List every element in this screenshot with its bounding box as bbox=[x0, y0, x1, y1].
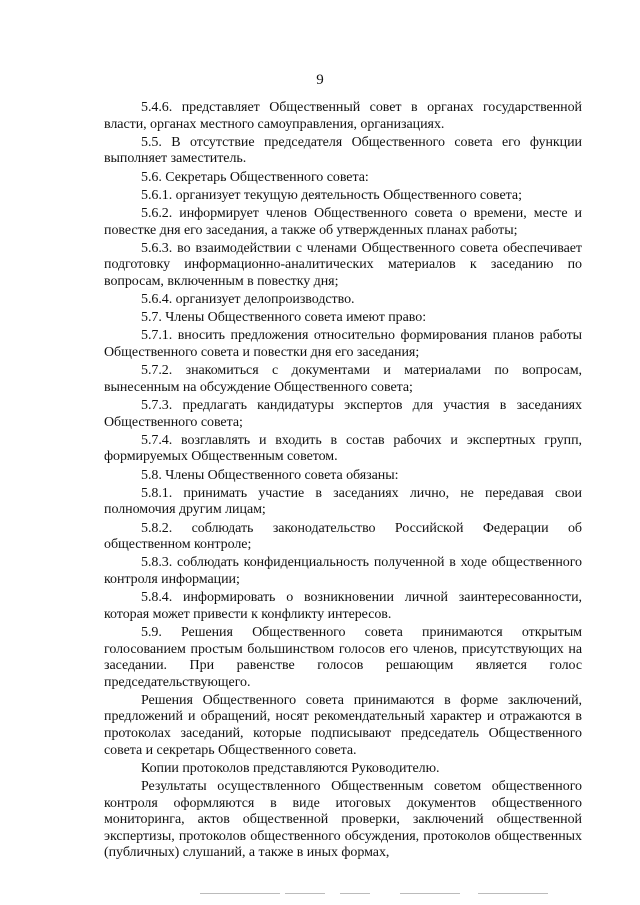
paragraph: 5.6.4. организует делопроизводство. bbox=[141, 292, 355, 308]
paragraph: 5.6.3. во взаимодействии с членами Общественного совета обеспечивает подготовку информационно-аналитических материалов к заседанию по вопросам, включенным в повестку дня; bbox=[104, 240, 582, 289]
footer-rule bbox=[285, 893, 325, 894]
paragraph: 5.7. Члены Общественного совета имеют право: bbox=[141, 310, 427, 326]
paragraph: 5.7.4. возглавлять и входить в состав рабочих и экспертных групп, формируемых Общественным советом. bbox=[104, 432, 582, 465]
paragraph: 5.8.3. соблюдать конфиденциальность полученной в ходе общественного контроля информации; bbox=[104, 555, 582, 587]
paragraph: 5.6.2. информирует членов Общественного совета о времени, месте и повестке дня его заседания, а также об утвержденных планах работы; bbox=[104, 205, 582, 238]
paragraph: 5.7.3. предлагать кандидатуры экспертов для участия в заседаниях Общественного совета; bbox=[104, 398, 582, 430]
paragraph: Копии протоколов представляются Руководителю. bbox=[141, 760, 440, 776]
paragraph: 5.8.2. соблюдать законодательство Российской Федерации об общественном контроле; bbox=[104, 520, 582, 553]
footer-rule bbox=[340, 893, 370, 894]
paragraph: 5.7.2. знакомиться с документами и материалами по вопросам, вынесенным на обсуждение Общественного совета; bbox=[104, 363, 582, 395]
paragraph: 5.7.1. вносить предложения относительно формирования планов работы Общественного совета и повестки дня его заседания; bbox=[104, 328, 582, 361]
paragraph: 5.8.1. принимать участие в заседаниях лично, не передавая свои полномочия другим лицам; bbox=[104, 485, 582, 518]
page-number: 9 bbox=[316, 72, 324, 88]
body-text bbox=[104, 100, 582, 864]
paragraph: 5.6.1. организует текущую деятельность Общественного совета; bbox=[141, 187, 522, 203]
footer-rule bbox=[200, 893, 280, 894]
paragraph: Результаты осуществленного Общественным советом общественного контроля оформляются в виде итоговых документов общественного мониторинга, актов общественной проверки, заключений общественной экспертизы, протоколов общественного обсуждения, протоколов общественных (публичных) слушаний, а также в иных формах, bbox=[104, 779, 582, 861]
paragraph: 5.9. Решения Общественного совета принимаются открытым голосованием простым большинством голосов его членов, присутствующих на заседании. При равенстве голосов решающим является голос председательствующего. bbox=[104, 624, 582, 690]
paragraph: 5.4.6. представляет Общественный совет в органах государственной власти, органах местного самоуправления, организациях. bbox=[104, 100, 582, 132]
footer-rule bbox=[400, 893, 460, 894]
paragraph: 5.5. В отсутствие председателя Общественного совета его функции выполняет заместитель. bbox=[104, 134, 582, 167]
paragraph: Решения Общественного совета принимаются в форме заключений, предложений и обращений, носят рекомендательный характер и отражаются в протоколах заседаний, которые подписывают председатель Общественного совета и секретарь Общественного совета. bbox=[104, 692, 582, 758]
paragraph: 5.6. Секретарь Общественного совета: bbox=[141, 169, 369, 185]
footer-rule bbox=[478, 893, 548, 894]
paragraph: 5.8. Члены Общественного совета обязаны: bbox=[141, 467, 399, 483]
paragraph: 5.8.4. информировать о возникновении личной заинтересованности, которая может привести к конфликту интересов. bbox=[104, 590, 582, 622]
